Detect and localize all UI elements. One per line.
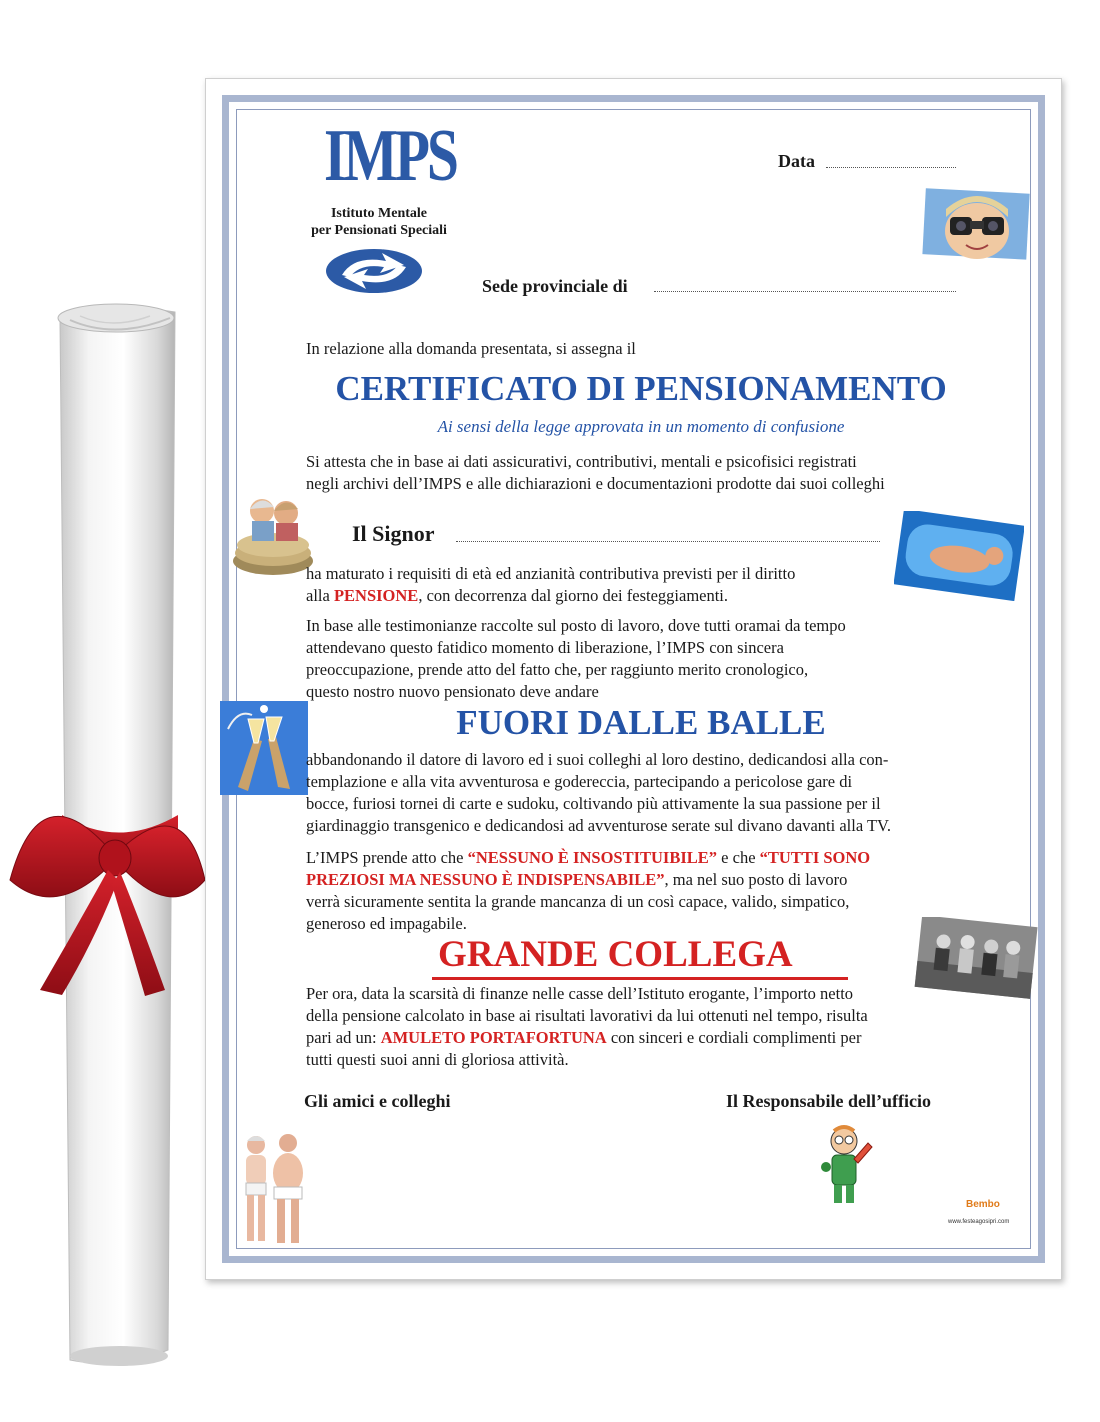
binoculars-woman-photo: [922, 187, 1032, 263]
closing-prefix: pari ad un:: [306, 1028, 381, 1047]
signor-name-field[interactable]: [456, 541, 880, 542]
closing-line: tutti questi suoi anni di gloriosa attività.: [306, 1050, 569, 1069]
abandon-line: bocce, furiosi tornei di carte e sudoku, coltivando più attivamente la sua passione per il: [306, 794, 881, 813]
date-field[interactable]: [826, 167, 956, 168]
notice-prefix: L’IMPS prende atto che: [306, 848, 468, 867]
testimony-line: questo nostro nuovo pensionato deve andare: [306, 682, 599, 701]
logo-subtitle: [294, 205, 464, 239]
requirements-line: ha maturato i requisiti di età ed anzianità contributiva previsti per il diritto: [306, 564, 796, 583]
closing-line: Per ora, data la scarsità di finanze nelle casse dell’Istituto erogante, l’importo netto: [306, 984, 854, 1003]
brand-logo: Bembo: [966, 1199, 1000, 1210]
headline-underline: [432, 977, 848, 980]
certificate-title: CERTIFICATO DI PENSIONAMENTO: [335, 369, 947, 408]
brand-url: www.festeagosipri.com: [948, 1219, 1010, 1225]
quote-tutti-sono: “TUTTI SONO: [759, 848, 871, 867]
man-in-bathtub-photo: [894, 511, 1024, 601]
quote-indispensabile: PREZIOSI MA NESSUNO È INDISPENSABILE”: [306, 870, 665, 889]
logo-subtitle-line2: per Pensionati Speciali: [311, 223, 447, 238]
closing-suffix: con sinceri e cordiali complimenti per: [606, 1028, 862, 1047]
pension-highlight: PENSIONE: [333, 586, 419, 605]
quote-insostituibile: “NESSUNO È INSOSTITUIBILE”: [467, 848, 718, 867]
testimony-paragraph: [306, 615, 846, 703]
testimony-line: In base alle testimonianze raccolte sul posto di lavoro, dove tutti oramai da tempo: [306, 616, 846, 635]
date-label: Data: [778, 151, 815, 171]
attest-line: negli archivi dell’IMPS e alle dichiarazioni e documentazioni prodotte dai suoi colleghi: [306, 474, 885, 493]
elderly-couple-underwear-cartoon: [232, 1129, 312, 1253]
certificate-subtitle: Ai sensi della legge approvata in un momento di confusione: [437, 417, 845, 436]
signature-left-label: Gli amici e colleghi: [304, 1091, 451, 1111]
imps-logo-text: IMPS: [324, 115, 456, 197]
office-label: Sede provinciale di: [482, 276, 628, 296]
requirements-suffix: , con decorrenza dal giorno dei festeggiamenti.: [418, 586, 729, 605]
requirements-line2: [306, 585, 795, 607]
attest-line: Si attesta che in base ai dati assicurativi, contributivi, mentali e psicofisici registrati: [306, 452, 857, 471]
testimony-line: attendevano questo fatidico momento di liberazione, l’IMPS con sincera: [306, 638, 784, 657]
closing-line3: [306, 1027, 868, 1049]
cartoon-man-amulet: [818, 1123, 874, 1209]
abandon-line: templazione e alla vita avventurosa e godereccia, partecipando a pericolose gare di: [306, 772, 853, 791]
abandon-line: giardinaggio transgenico e dedicandosi ad avventurose serate sul divano davanti alla TV.: [306, 816, 891, 835]
headline-fuori: FUORI DALLE BALLE: [456, 703, 826, 742]
abandon-paragraph: [306, 749, 891, 837]
notice-line2: [306, 869, 870, 891]
abandon-line: abbandonando il datore di lavoro ed i suoi colleghi al loro destino, dedicandosi alla con-: [306, 750, 889, 769]
notice-line: generoso ed impagabile.: [306, 914, 467, 933]
logo-subtitle-line1: Istituto Mentale: [330, 206, 428, 221]
closing-paragraph: [306, 983, 868, 1071]
notice-paragraph: [306, 847, 870, 935]
imps-logo-arrows-icon: [324, 247, 424, 295]
signor-label: Il Signor: [352, 521, 435, 546]
intro-text: In relazione alla domanda presentata, si assegna il: [306, 339, 636, 358]
requirements-prefix: alla: [306, 586, 334, 605]
closing-line: della pensione calcolato in base ai risultati lavorativi da lui ottenuti nel tempo, risulta: [306, 1006, 868, 1025]
requirements-paragraph: [306, 563, 795, 607]
notice-line: verrà sicuramente sentita la grande mancanza di un così capace, valido, simpatico,: [306, 892, 850, 911]
amulet-highlight: AMULETO PORTAFORTUNA: [380, 1028, 607, 1047]
signature-right-label: Il Responsabile dell’ufficio: [726, 1091, 932, 1111]
notice-mid: e che: [717, 848, 760, 867]
old-men-bench-photo: [914, 917, 1038, 999]
notice-suffix: , ma nel suo posto di lavoro: [664, 870, 848, 889]
office-field[interactable]: [654, 291, 956, 292]
notice-line1: [306, 847, 870, 869]
couple-coins-photo: [228, 489, 318, 579]
rolled-scroll-illustration: [0, 290, 210, 1390]
testimony-line: preoccupazione, prende atto del fatto che, per raggiunto merito cronologico,: [306, 660, 809, 679]
headline-grande-collega: GRANDE COLLEGA: [438, 934, 793, 975]
attest-paragraph: [306, 451, 885, 495]
certificate-sheet: [205, 78, 1062, 1280]
